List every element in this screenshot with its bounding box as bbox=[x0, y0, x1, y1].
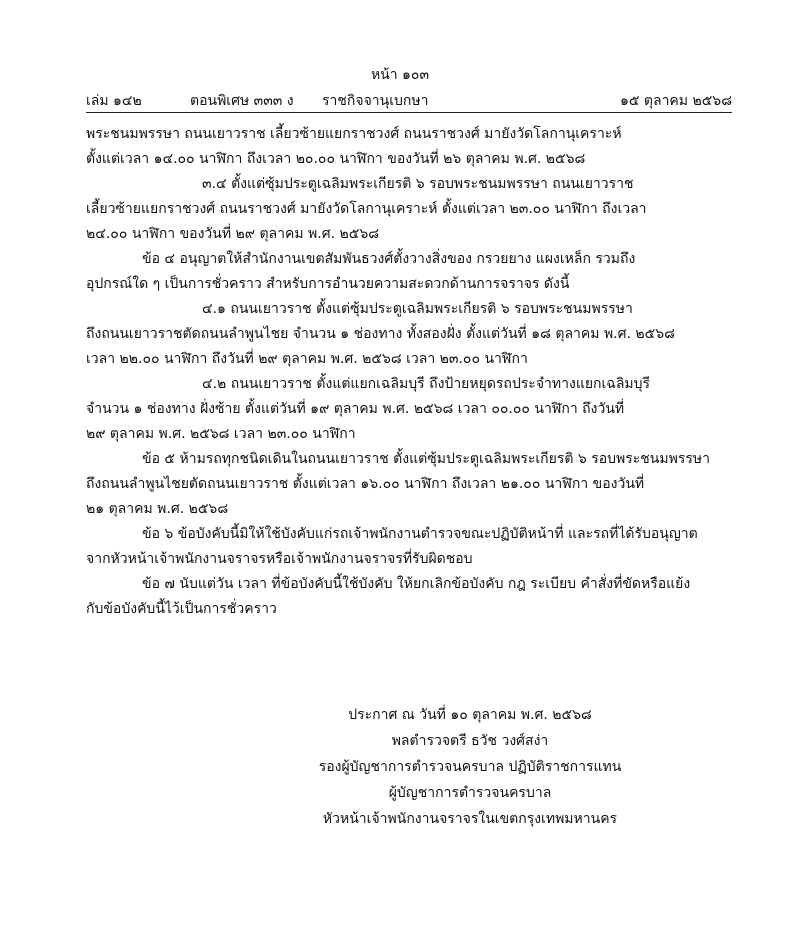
text-line: ถึงถนนลำพูนไชยตัดถนนเยาวราช ตั้งแต่เวลา ๑๖.๐๐ นาฬิกา ถึงเวลา ๒๑.๐๐ นาฬิกา ของวันที่ bbox=[86, 476, 645, 492]
header-date: ๑๕ ตุลาคม ๒๕๖๘ bbox=[619, 93, 732, 109]
paragraph-4-2 bbox=[86, 372, 732, 447]
paragraph-3-4 bbox=[86, 172, 732, 247]
signature-block bbox=[250, 702, 690, 832]
signatory-name: พลตำรวจตรี ธวัช วงศ์สง่า bbox=[391, 733, 549, 749]
text-line: กับข้อบังคับนี้ไว้เป็นการชั่วคราว bbox=[86, 601, 277, 617]
header-gazette-name: ราชกิจจานุเบกษา bbox=[322, 93, 429, 109]
header-divider bbox=[86, 112, 732, 113]
text-line: พระชนมพรรษา ถนนเยาวราช เลี้ยวซ้ายแยกราชวงศ์ ถนนราชวงศ์ มายังวัดโลกานุเคราะห์ bbox=[86, 126, 622, 142]
page-number: หน้า ๑๐๓ bbox=[370, 67, 430, 83]
paragraph-clause-5 bbox=[86, 447, 732, 522]
paragraph-continuation bbox=[86, 122, 732, 172]
text-line: ๒๑ ตุลาคม พ.ศ. ๒๕๖๘ bbox=[86, 501, 229, 517]
text-line: ข้อ ๕ ห้ามรถทุกชนิดเดินในถนนเยาวราช ตั้งแต่ซุ้มประตูเฉลิมพระเกียรติ ๖ รอบพระชนมพรรษา bbox=[142, 451, 710, 467]
text-line: ตั้งแต่เวลา ๑๔.๐๐ นาฬิกา ถึงเวลา ๒๐.๐๐ นาฬิกา ของวันที่ ๒๖ ตุลาคม พ.ศ. ๒๕๖๘ bbox=[86, 151, 586, 167]
signatory-position: ผู้บัญชาการตำรวจนครบาล bbox=[388, 785, 552, 801]
text-line: ๒๔.๐๐ นาฬิกา ของวันที่ ๒๙ ตุลาคม พ.ศ. ๒๕๖๘ bbox=[86, 226, 380, 242]
signatory-position: รองผู้บัญชาการตำรวจนครบาล ปฏิบัติราชการแทน bbox=[318, 759, 622, 775]
text-line: ๔.๒ ถนนเยาวราช ตั้งแต่แยกเฉลิมบุรี ถึงป้ายหยุดรถประจำทางแยกเฉลิมบุรี bbox=[202, 376, 651, 392]
text-line: อุปกรณ์ใด ๆ เป็นการชั่วคราว สำหรับการอำนวยความสะดวกด้านการจราจร ดังนี้ bbox=[86, 276, 570, 292]
header-volume: เล่ม ๑๔๒ bbox=[86, 93, 142, 109]
paragraph-4-1 bbox=[86, 297, 732, 372]
text-line: ๔.๑ ถนนเยาวราช ตั้งแต่ซุ้มประตูเฉลิมพระเกียรติ ๖ รอบพระชนมพรรษา bbox=[202, 301, 633, 317]
announcement-date: ประกาศ ณ วันที่ ๑๐ ตุลาคม พ.ศ. ๒๕๖๘ bbox=[348, 707, 592, 723]
text-line: ข้อ ๔ อนุญาตให้สำนักงานเขตสัมพันธวงศ์ตั้งวางสิ่งของ กรวยยาง แผงเหล็ก รวมถึง bbox=[142, 251, 636, 267]
text-line: เวลา ๒๒.๐๐ นาฬิกา ถึงวันที่ ๒๙ ตุลาคม พ.ศ. ๒๕๖๘ เวลา ๒๓.๐๐ นาฬิกา bbox=[86, 351, 528, 367]
text-line: เลี้ยวซ้ายแยกราชวงศ์ ถนนราชวงศ์ มายังวัดโลกานุเคราะห์ ตั้งแต่เวลา ๒๓.๐๐ นาฬิกา ถึงเวลา bbox=[86, 201, 647, 217]
header-section: ตอนพิเศษ ๓๓๓ ง bbox=[190, 93, 294, 109]
text-line: จำนวน ๑ ช่องทาง ฝั่งซ้าย ตั้งแต่วันที่ ๑๙ ตุลาคม พ.ศ. ๒๕๖๘ เวลา ๐๐.๐๐ นาฬิกา ถึงวันที่ bbox=[86, 401, 625, 417]
paragraph-clause-6 bbox=[86, 522, 732, 572]
paragraph-clause-7 bbox=[86, 572, 732, 622]
text-line: ๒๙ ตุลาคม พ.ศ. ๒๕๖๘ เวลา ๒๓.๐๐ นาฬิกา bbox=[86, 426, 356, 442]
signatory-position: หัวหน้าเจ้าพนักงานจราจรในเขตกรุงเทพมหานคร bbox=[322, 811, 618, 827]
text-line: ถึงถนนเยาวราชตัดถนนลำพูนไชย จำนวน ๑ ช่องทาง ทั้งสองฝั่ง ตั้งแต่วันที่ ๑๘ ตุลาคม พ.ศ. ๒๕๖๘ bbox=[86, 326, 675, 342]
document-body bbox=[86, 122, 732, 622]
text-line: ๓.๔ ตั้งแต่ซุ้มประตูเฉลิมพระเกียรติ ๖ รอบพระชนมพรรษา ถนนเยาวราช bbox=[202, 176, 634, 192]
text-line: ข้อ ๖ ข้อบังคับนี้มิให้ใช้บังคับแก่รถเจ้าพนักงานตำรวจขณะปฏิบัติหน้าที่ และรถที่ได้รับอนุญาต bbox=[142, 526, 698, 542]
paragraph-clause-4 bbox=[86, 247, 732, 297]
running-header bbox=[86, 90, 732, 112]
text-line: จากหัวหน้าเจ้าพนักงานจราจรหรือเจ้าพนักงานจราจรที่รับผิดชอบ bbox=[86, 551, 473, 567]
text-line: ข้อ ๗ นับแต่วัน เวลา ที่ข้อบังคับนี้ใช้บังคับ ให้ยกเลิกข้อบังคับ กฎ ระเบียบ คำสั่งที่ขัดหรือแย้ง bbox=[142, 576, 691, 592]
